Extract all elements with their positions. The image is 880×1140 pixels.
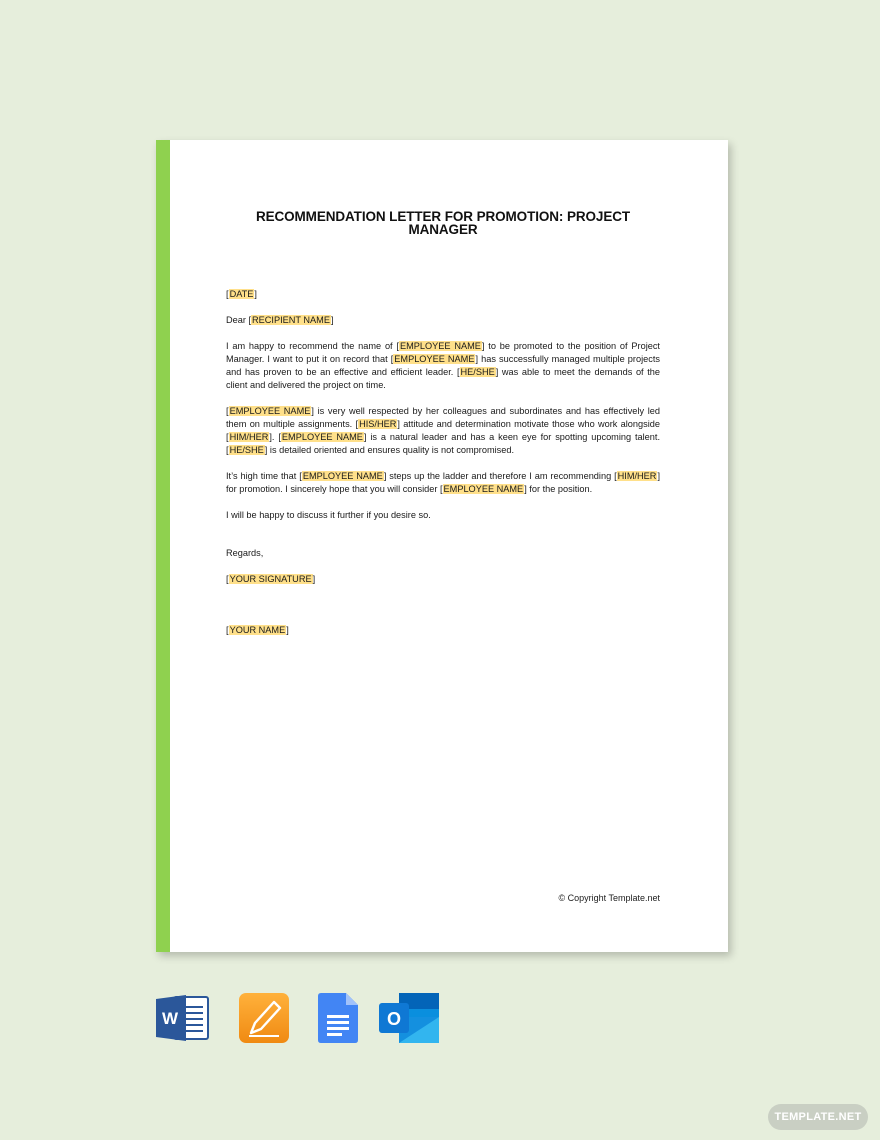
signature-placeholder: YOUR SIGNATURE	[229, 574, 312, 584]
page-accent-bar	[156, 140, 170, 952]
copyright-text: © Copyright Template.net	[558, 893, 660, 903]
word-icon-letter: W	[161, 1009, 179, 1028]
greeting-line: Dear [RECIPIENT NAME]	[226, 315, 334, 325]
placeholder-pronoun: HE/SHE	[460, 367, 495, 377]
placeholder-pronoun: HIM/HER	[229, 432, 269, 442]
placeholder-pronoun: HIS/HER	[359, 419, 397, 429]
template-net-watermark[interactable]: TEMPLATE.NET	[768, 1104, 868, 1130]
paragraph-3: It’s high time that [EMPLOYEE NAME] steps up the ladder and therefore I am recommending [HIM/HER] for promotion. I sincerely hope that you will consider [EMPLOYEE NAME] for the position.	[226, 471, 660, 494]
regards-line: Regards,	[226, 548, 264, 558]
placeholder-pronoun: HIM/HER	[617, 471, 657, 481]
google-docs-icon[interactable]	[318, 993, 370, 1043]
name-line: [YOUR NAME]	[226, 625, 289, 635]
document-page	[156, 140, 728, 952]
date-line: [DATE]	[226, 289, 257, 299]
greeting-prefix: Dear	[226, 315, 249, 325]
outlook-icon[interactable]	[379, 993, 431, 1043]
outlook-icon-letter: O	[386, 1009, 402, 1029]
letter-title: RECOMMENDATION LETTER FOR PROMOTION: PROJECT MANAGER	[255, 209, 631, 237]
placeholder-employee-name: EMPLOYEE NAME	[443, 484, 524, 494]
word-icon[interactable]	[156, 993, 208, 1043]
pages-icon[interactable]	[239, 993, 291, 1043]
placeholder-employee-name: EMPLOYEE NAME	[302, 471, 383, 481]
placeholder-employee-name: EMPLOYEE NAME	[394, 354, 475, 364]
paragraph-2: [EMPLOYEE NAME] is very well respected by her colleagues and subordinates and has effectively led them on multiple assignments. [HIS/HER] attitude and determination motivate those who work alongside [HIM/HER]. [EMPLOYEE NAME] is a natural leader and has a keen eye for spotting upcoming talent. [HE/SHE] is detailed oriented and ensures quality is not compromised.	[226, 406, 661, 455]
date-placeholder: DATE	[229, 289, 254, 299]
your-name-placeholder: YOUR NAME	[229, 625, 286, 635]
placeholder-employee-name: EMPLOYEE NAME	[281, 432, 363, 442]
recipient-placeholder: RECIPIENT NAME	[252, 315, 330, 325]
placeholder-employee-name: EMPLOYEE NAME	[229, 406, 311, 416]
placeholder-pronoun: HE/SHE	[229, 445, 264, 455]
paragraph-1: I am happy to recommend the name of [EMPLOYEE NAME] to be promoted to the position of Project Manager. I want to put it on record that [EMPLOYEE NAME] has successfully managed multiple projects and has proven to be an effective and efficient leader. [HE/SHE] was able to meet the demands of the client and delivered the project on time.	[226, 341, 660, 390]
placeholder-employee-name: EMPLOYEE NAME	[399, 341, 481, 351]
letter-body	[226, 210, 660, 637]
signature-line: [YOUR SIGNATURE]	[226, 574, 316, 584]
closing-line: I will be happy to discuss it further if you desire so.	[226, 510, 431, 520]
